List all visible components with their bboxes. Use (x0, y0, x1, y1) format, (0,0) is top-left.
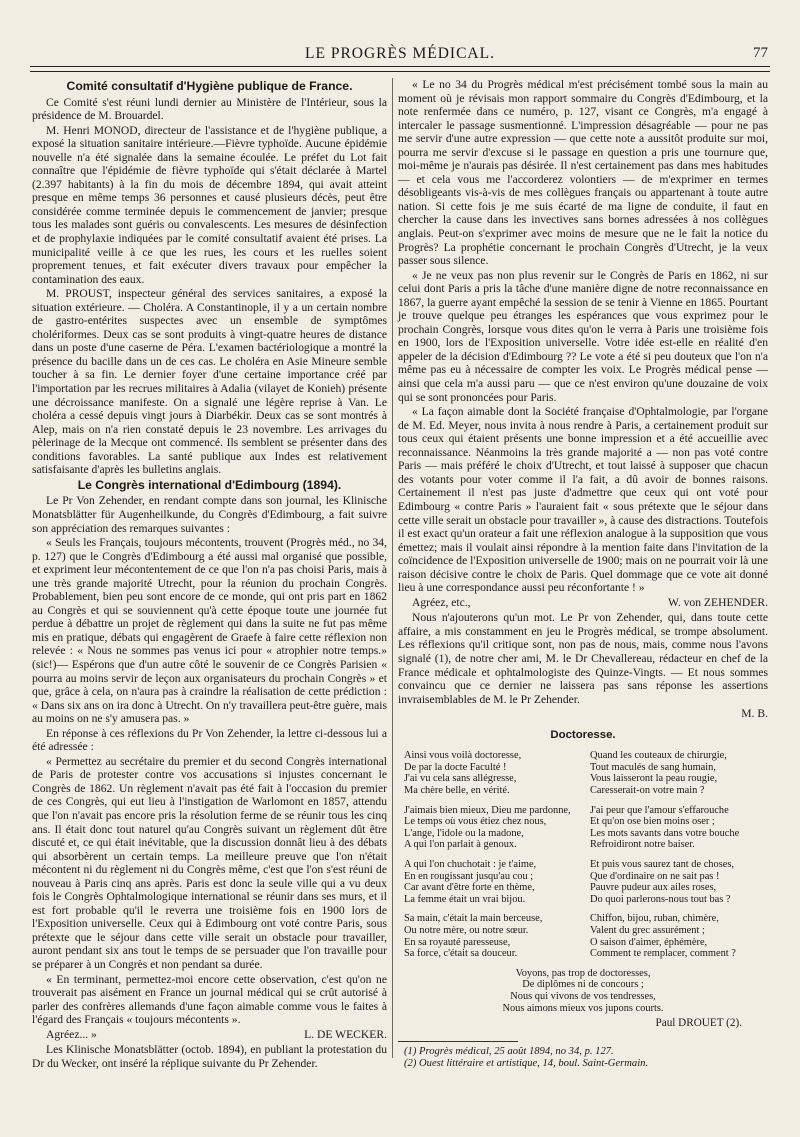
paragraph: « Permettez au secrétaire du premier et du second Congrès international de Paris de protester contre vos accusations si injustes concernant le Congrès de 1862. Un règlement n'avait pas été fait à l'occasion du premier de ces Congrès, qui eut lieu à l'instigation de Warlomont en 1857, attendu que l'on n'avait pas encore pris la résolution ferme de se réunir tous les cinq ans. Il était donc tout naturel qu'au Congrès suivant un règlement dût être discuté et, ce qui était inévitable, que la discussion donnât lieu à des débats qui absorbèrent un certain temps. La meilleure preuve que l'on n'était mécontent ni du règlement ni du Congrès même, c'est que l'on s'est réuni de nouveau à Paris cinq ans après. Paris est donc la seule ville qui a vu deux fois le Congrès Ophtalmologique international se réunir dans ses murs, et il est fort probable qu'il le reverra une troisième fois en 1900 lors de l'Exposition universelle. Ceux qui à Edimbourg ont voté contre Paris, sous prétexte que le séjour dans cette ville serait un obstacle pour travailler, auront pendant six ans tout le temps de se persuader que l'on travaille pour se préparer à un Congrès et non pendant sa durée. (32, 754, 387, 971)
paragraph: « En terminant, permettez-moi encore cette observation, c'est qu'on ne trouverait pas aisément en France un journal médical qui se crût autorisé à parler des confrères allemands d'une façon aimable comme vous le faites à l'égard des Français « toujours mécontents ». (32, 972, 387, 1027)
paragraph: « Le no 34 du Progrès médical m'est précisément tombé sous la main au moment où je révisais mon rapport sommaire du Congrès d'Edimbourg, et la note renfermée dans ce numéro, p. 127, visant ce Congrès, m'a engagé à intercaler le passage susmentionné. L'impression désagréable — pour ne pas me servir d'une autre expression — que cette note a aussitôt produite sur moi, pourra me servir d'excuse si le passage en question a pris une tournure que, moi-même je n'aurais pas désirée. Il n'est certainement pas dans mes habitudes — et cela vous me l'accorderez volontiers — de m'exprimer en termes désobligeants vis-à-vis de mes collègues français ou appartenant à toute autre nation. Si cette fois je me suis écarté de ma ligne de conduite, il faut en chercher la cause dans les invectives sans bornes adressées à nos collègues anglais. Peut-on s'exprimer avec moins de mesure que ne le fait la notice du Progrès? La prophétie concernant le prochain Congrès d'Utrecht, je la veux passer sous silence. (398, 78, 768, 268)
journal-title: LE PROGRÈS MÉDICAL. (305, 45, 495, 62)
poem-stanzas (398, 750, 768, 960)
stanza: A qui l'on chuchotait : je t'aime, En en rougissant jusqu'au cou ; Car avant d'être forte en thème, La femme était un vrai bijou. (404, 859, 537, 905)
footnote-2: (2) Ouest littéraire et artistique, 14, boul. Saint-Germain. (404, 1058, 649, 1070)
paragraph: Ce Comité s'est réuni lundi dernier au Ministère de l'Intérieur, sous la présidence de M. Brouardel. (32, 95, 387, 123)
paragraph: M. Henri MONOD, directeur de l'assistance et de l'hygiène publique, a exposé la situation sanitaire intérieure.—Fièvre typhoïde. Aucune épidémie nouvelle n'a été signalée dans la semaine écoulée. Le préfet du Lot fait connaître que l'épidémie de fièvre typhoïde qui s'était déclarée à Martel (2.397 habitants) à la fin du mois de décembre 1894, qui avait atteint presque en même temps 36 personnes et causé plusieurs décès, peut être considérée comme terminée depuis le commencement de janvier; presque tous les malades sont guéris ou convalescents. Les mesures de désinfection et de prophylaxie indiquées par le comité consultatif avaient été prises. La municipalité veille à ce que les rues, les cours et les ruelles soient proprement tenues, et fait exécuter divers travaux pour empêcher la contamination des eaux. (32, 123, 387, 286)
left-column (32, 78, 387, 1071)
paragraph: En réponse à ces réflexions du Pr Von Zehender, la lettre ci-dessous lui a été adressée : (32, 726, 387, 754)
paragraph: « Je ne veux pas non plus revenir sur le Congrès de Paris en 1862, ni sur celui dont Paris a pris la tâche d'une manière digne de notre reconnaissance en 1867, la guerre ayant empêché la session de se tenir à Vienne en 1865. Pourtant je trouve quelque peu étranges les espérances que vous exprimez pour le prochain Congrès, lorsque vous dites qu'on le verra à Paris une troisième fois en 1900, lors de l'Exposition universelle. Votre idée est-elle en réalité d'en appeler de la décision d'Edimbourg ?? Le vote a été si peu douteux que l'on n'a même pas eu à nécessaire de compter les voix. Le Progrès médical pense — ainsi que cela m'a aussi paru — que ce n'est environ qu'une douzaine de voix qui se sont prononcées pour Paris. (398, 268, 768, 404)
stanza: J'ai peur que l'amour s'effarouche Et qu'on ose bien moins oser ; Les mots savants dans votre bouche Refroidiront notre baiser. (590, 804, 740, 851)
section-title-congres: Le Congrès international d'Edimbourg (1894). (77, 477, 342, 492)
stanza: Sa main, c'était la main berceuse, Ou notre mère, ou notre sœur. En sa royauté paresseuse, Sa force, c'était sa douceur. (404, 913, 543, 960)
paragraph: M. PROUST, inspecteur général des services sanitaires, a exposé la situation extérieure. — Choléra. A Constantinople, il y a un certain nombre de gastro-entérites suspectes avec un ensemble de symptômes cholériformes. Deux cas se sont produits à vingt-quatre heures de distance dans un poste d'une caserne de Péra. L'examen bactériologique a montré la présence du bacille dans un de ces cas. Le choléra en Asie Mineure semble toucher à sa fin. Le dernier foyer d'une certaine importance créé par l'importation par les recrues militaires à Adalia (vilayet de Konieh) présente une décroissance manifeste. On a signalé une légère reprise à Van. Le choléra a cessé depuis vingt jours à Diarbékir. Deux cas se sont montrés à Alep, mais on n'a rien constaté depuis le 23 novembre. Les arrivages du pèlerinage de la Mecque ont commencé. Ils semblent se présenter dans des conditions favorables. La santé publique aux Indes est relativement satisfaisante d'après les bulletins anglais. (32, 287, 387, 477)
stanza: Quand les couteaux de chirurgie, Tout maculés de sang humain, Vous laisseront la peau rougie, Caresserait-on votre main ? (590, 750, 727, 797)
paragraph: Le Pr Von Zehender, en rendant compte dans son journal, les Klinische Monatsblätter für Augenheilkunde, du Congrès d'Edimbourg, a fait suivre son appréciation des remarques suivantes : (32, 494, 387, 535)
header-rule (30, 66, 770, 72)
paragraph: « La façon aimable dont la Société française d'Ophtalmologie, par l'organe de M. Ed. Meyer, nous invita à nous rendre à Paris, a certainement produit sur tous ceux qui étaient présents une bonne impression et a été accueillie avec reconnaissance. Néanmoins la très grande majorité a — non pas voté contre Paris — mais préféré le choix d'Utrecht, et tout laissé à supposer que chacun des votants pour voter comme il l'a fait, a dû avoir de bonnes raisons. Certainement il n'est pas juste d'admettre que ceux qui ont voté pour Edimbourg « contre Paris » l'auraient fait « sous prétexte que le séjour dans cette ville serait un obstacle pour travailler », à cause des distractions. Toutefois il est exact qu'un orateur a fait une réflexion analogue à la supposition que vous émettez; mais il voulait ainsi répondre à la mention faite dans l'invitation de la coïncidence de l'Exposition universelle de 1900; mais on ne pourrait voir là une raison décisive contre le choix de Paris. Quel dommage que ce vote ait donné lieu à une correspondance aussi peu réconfortante ! » (398, 405, 768, 595)
page-header (30, 43, 770, 67)
signature-zehender (398, 596, 768, 610)
stanza: Chiffon, bijou, ruban, chimère, Valent du grec assurément ; O saison d'aimer, éphémère, Comment te remplacer, comment ? (590, 913, 736, 960)
footnote-1: (1) Progrès médical, 25 août 1894, no 34, p. 127. (404, 1045, 614, 1057)
right-column (398, 78, 768, 1070)
signature-name: L. DE WECKER. (304, 1027, 387, 1041)
poem-final-stanza: Voyons, pas trop de doctoresses, De diplômes ni de concours ; Nous qui vivons de vos tendresses, Nous aimons mieux vos jupons courts. (502, 967, 664, 1014)
signature-wecker (32, 1028, 387, 1042)
page-number: 77 (753, 45, 768, 61)
stanza: Et puis vous saurez tant de choses, Que d'ordinaire on ne sait pas ! Pauvre pudeur aux ailes roses, Do quoi parlerons-nous tout bas ? (590, 859, 734, 905)
signature-left: Agréez, etc., (412, 595, 471, 609)
paragraph: Les Klinische Monatsblätter (octob. 1894), en publiant la protestation du Dr du Wecker, ont inséré la réplique suivante du Pr Zehender. (32, 1043, 387, 1070)
stanza: J'aimais bien mieux, Dieu me pardonne, Le temps où vous étiez chez nous, L'ange, l'idole ou la madone, A qui l'on parlait à genoux. (404, 804, 571, 851)
footnote-rule (398, 1041, 518, 1042)
stanza: Ainsi vous voilà doctoresse, De par la docte Faculté ! J'ai vu cela sans allégresse, Ma chère belle, en vérité. (404, 750, 522, 797)
signature-name: M. B. (741, 707, 768, 721)
paragraph: « Seuls les Français, toujours mécontents, trouvent (Progrès méd., no 34, p. 127) que le Congrès d'Edimbourg a été aussi mal organisé que possible, et expriment leur mécontentement de ce que l'on n'a pas choisi Paris, mais à une très grande majorité Utrecht, pour la réunion du prochain Congrès. Probablement, bien peu sont encore de ce monde, qui ont pris part en 1862 au Congrès et qui se souviennent qu'à cette époque toute une journée fut perdue à débattre un projet de règlement qui dans la suite ne fut pas même mis en pratique, débats qui engagèrent de Graefe à faire cette réflexion non relevée : « Nous ne sommes pas venus ici pour « atrophier notre temps.» (sic!)— Espérons que d'un autre côté le souvenir de ce Congrès Parisien « pourra au moins servir de leçon aux organisateurs du prochain Congrès » et que, grâce à cela, on n'aura pas à craindre la réalisation de cette prédiction : « Dans six ans on ira donc à Utrecht. On n'y travaillera peut-être guère, mais au moins on ne s'y amusera pas. » (32, 536, 387, 726)
signature-left: Agréez... » (46, 1027, 97, 1041)
poem-signature: Paul DROUET (2). (655, 1017, 742, 1030)
signature-mb (398, 707, 768, 721)
signature-name: W. von ZEHENDER. (667, 595, 768, 609)
column-divider (392, 78, 393, 1058)
poem-title: Doctoresse. (550, 728, 616, 741)
section-title-hygiene: Comité consultatif d'Hygiène publique de France. (66, 79, 353, 93)
paragraph: Nous n'ajouterons qu'un mot. Le Pr von Zehender, qui, dans toute cette affaire, a mis constamment en jeu le Progrès médical, se trompe absolument. Les réflexions qu'il critique sont, non pas de nous, mais, comme nous l'avons signalé (1), de notre cher ami, M. le Dr Chevallereau, rédacteur en chef de la France médicale et ophtalmologiste des Quinze-Vingts. — Et nous sommes convaincu que ce dernier ne laissera pas sans réponse les assertions invraisemblables de M. le Pr Zehender. (398, 611, 768, 706)
